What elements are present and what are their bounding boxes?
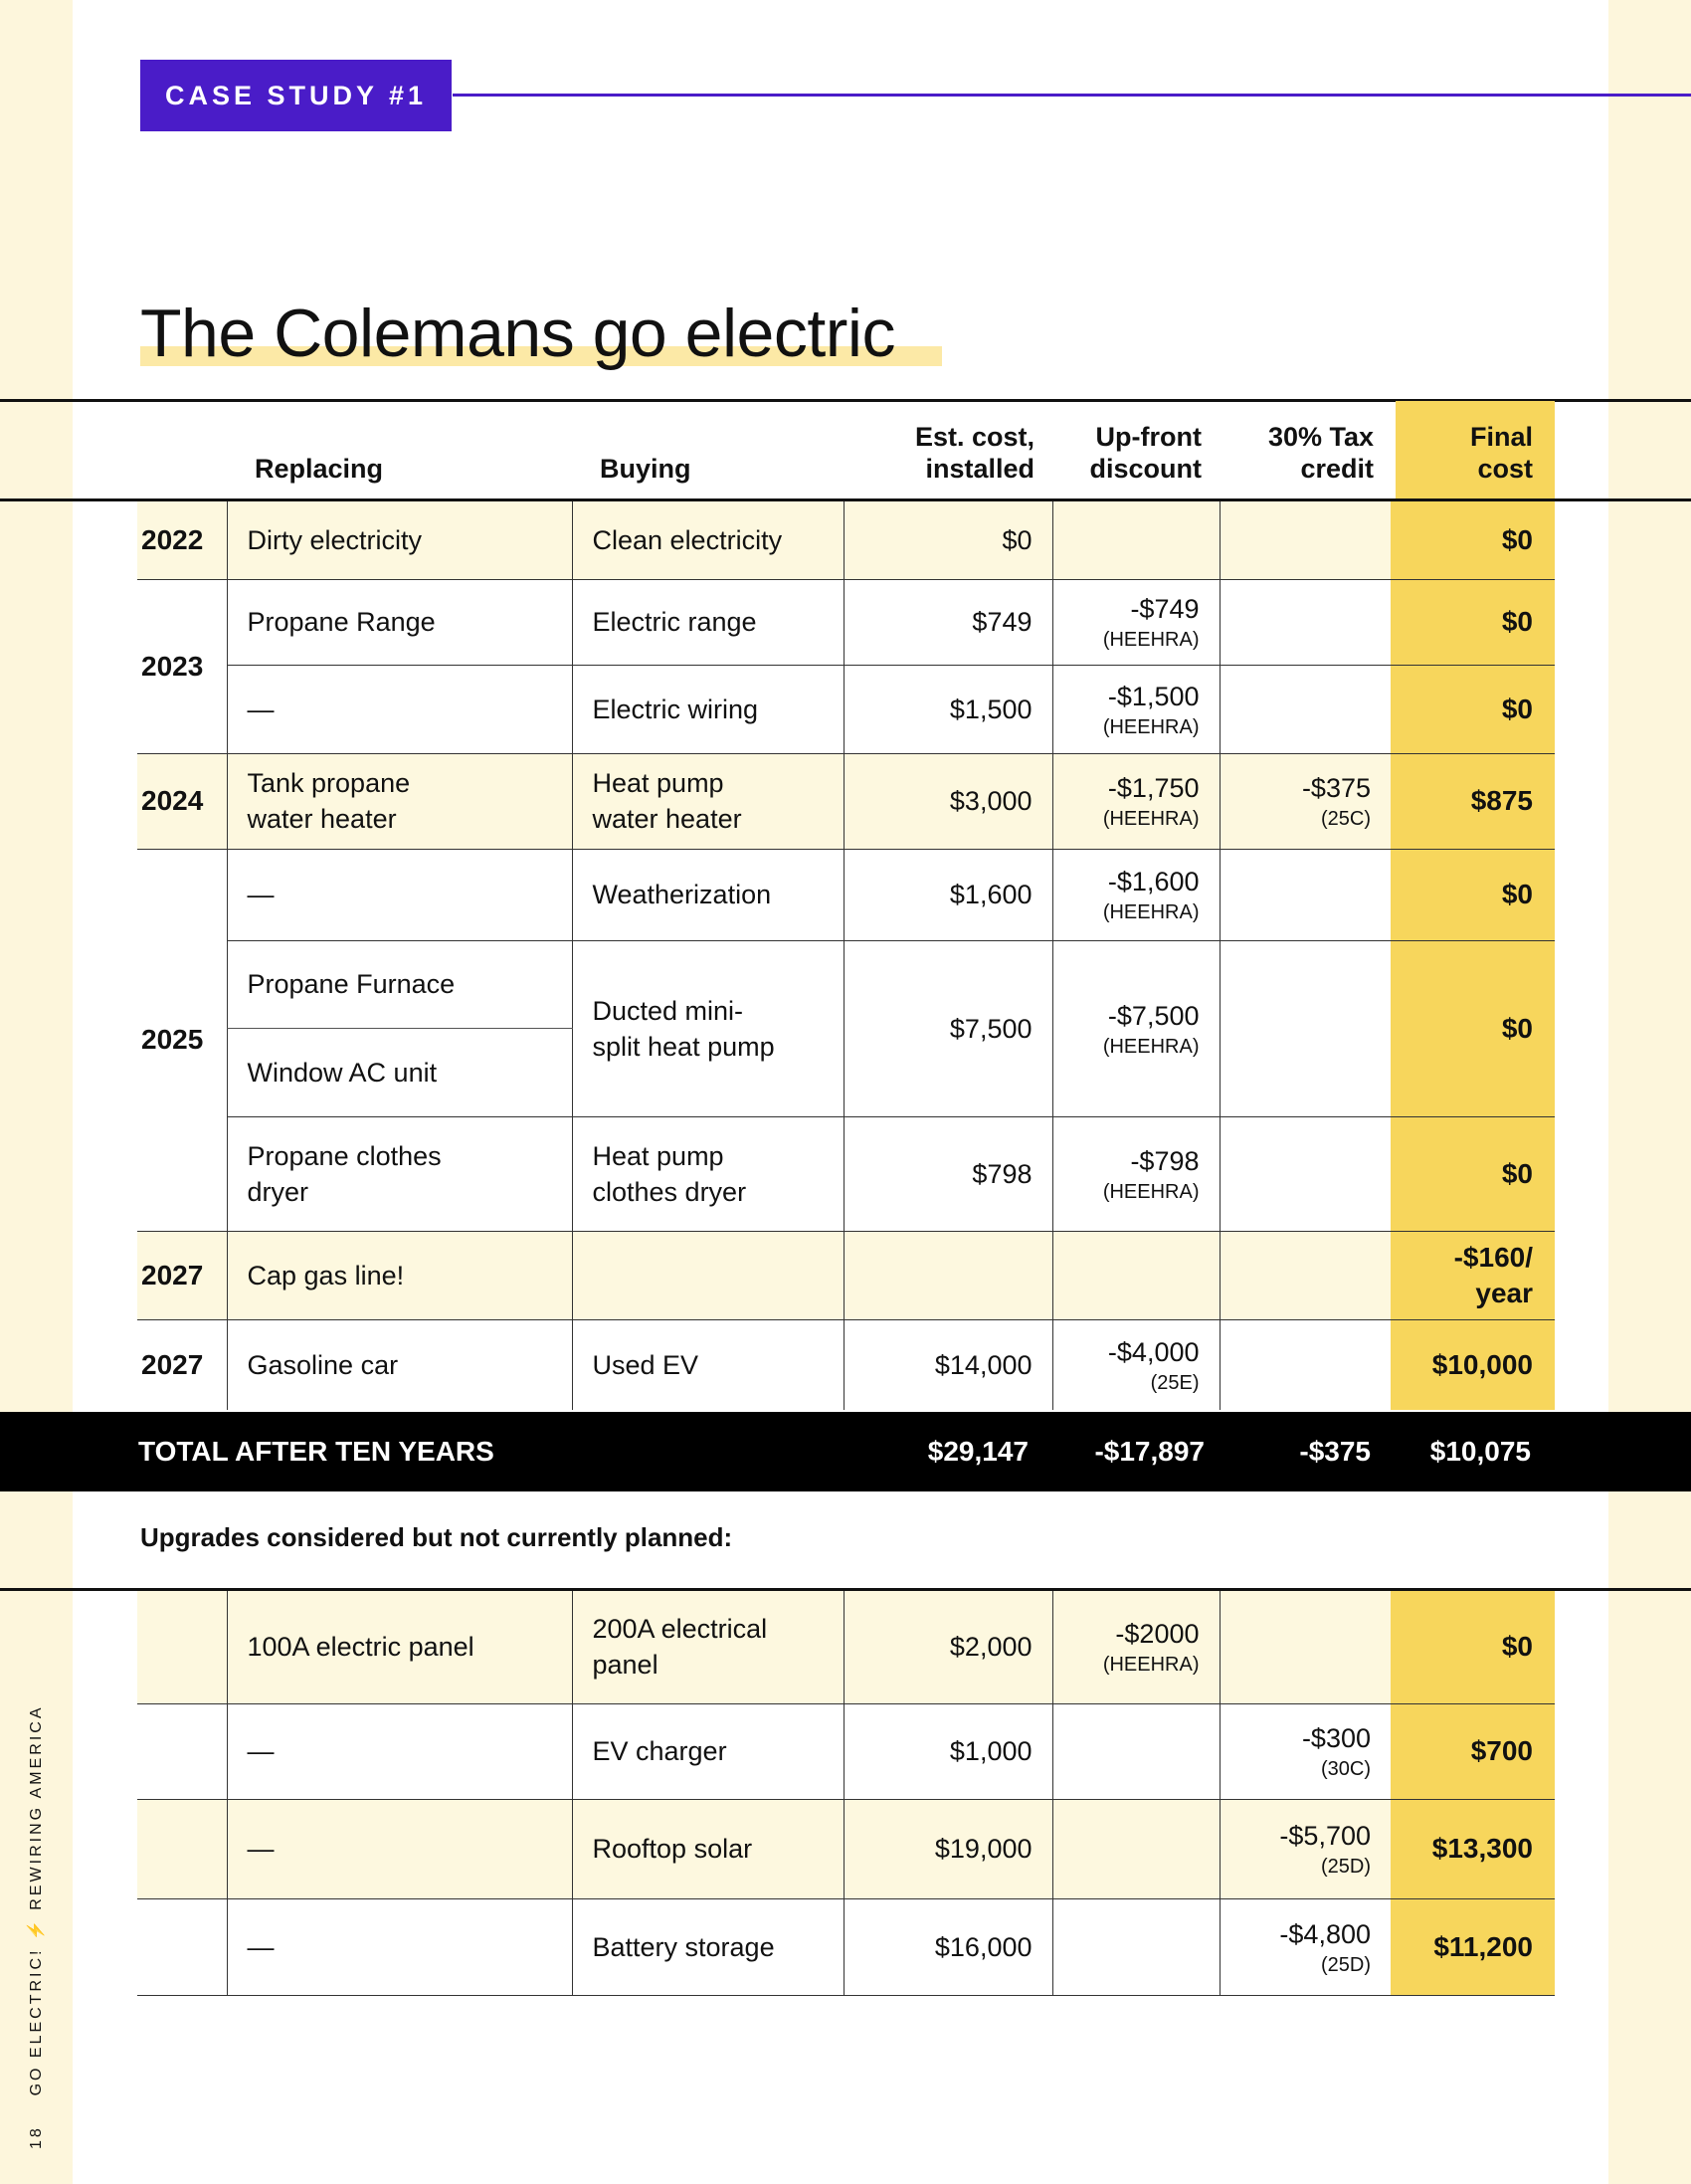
title-block <box>140 289 895 378</box>
right-margin-band <box>1608 0 1691 2184</box>
tag-rule <box>453 94 1691 97</box>
table-row-2027a <box>137 1231 1555 1319</box>
year-cell: 2023 <box>137 579 227 753</box>
total-bar <box>0 1412 1691 1491</box>
cost-cell: $16,000 <box>844 1898 1052 1995</box>
upgrades-heading: Upgrades considered but not currently planned: <box>140 1522 733 1552</box>
table-row-upgrade-2 <box>137 1703 1555 1799</box>
table-row-2022 <box>137 501 1555 579</box>
total-label: TOTAL AFTER TEN YEARS <box>138 1436 494 1467</box>
table-row-upgrade-4 <box>137 1898 1555 1995</box>
cost-cell: $1,500 <box>844 665 1052 753</box>
tax-cell <box>1220 665 1391 753</box>
discount-cell: -$798 (HEEHRA) <box>1052 1116 1220 1231</box>
final-cell: $10,000 <box>1391 1319 1555 1410</box>
tax-cell: -$4,800 (25D) <box>1220 1898 1391 1995</box>
main-table <box>137 501 1555 1410</box>
cost-cell: $0 <box>844 501 1052 579</box>
replacing-cell: — <box>227 849 572 940</box>
discount-cell: -$1,600 (HEEHRA) <box>1052 849 1220 940</box>
table-row-2024 <box>137 753 1555 849</box>
cost-cell: $2,000 <box>844 1591 1052 1703</box>
discount-cell <box>1052 1799 1220 1898</box>
total-discount: -$17,897 <box>1094 1436 1205 1467</box>
final-cell: $700 <box>1391 1703 1555 1799</box>
page-number: 18 <box>28 2125 45 2149</box>
final-cell: $11,200 <box>1391 1898 1555 1995</box>
final-cell: $0 <box>1391 579 1555 665</box>
discount-cell: -$749 (HEEHRA) <box>1052 579 1220 665</box>
discount-cell <box>1052 1898 1220 1995</box>
year-cell: 2027 <box>137 1231 227 1319</box>
final-cell: $0 <box>1391 849 1555 940</box>
tax-cell <box>1220 501 1391 579</box>
replacing-cell: Tank propane water heater <box>227 753 572 849</box>
cost-cell: $798 <box>844 1116 1052 1231</box>
table-row-upgrade-1 <box>137 1591 1555 1703</box>
year-cell: 2027 <box>141 1348 204 1380</box>
table-row-2025b <box>137 940 1555 1028</box>
table-row-2025a <box>137 849 1555 940</box>
buying-cell: Heat pump clothes dryer <box>572 1116 844 1231</box>
footer-text: GO ELECTRIC! ⚡ REWIRING AMERICA <box>28 1704 45 2096</box>
replacing-cell: Propane Range <box>227 579 572 665</box>
cost-cell: $7,500 <box>844 940 1052 1116</box>
page-title: The Colemans go electric <box>140 296 896 371</box>
replacing-cell: Window AC unit <box>227 1028 572 1116</box>
cost-cell: $14,000 <box>844 1319 1052 1410</box>
replacing-cell: — <box>227 1703 572 1799</box>
tax-cell <box>1220 1231 1391 1319</box>
table-row-2025c <box>137 1116 1555 1231</box>
tax-cell: -$375 (25C) <box>1220 753 1391 849</box>
header-final-cost: Final cost <box>1469 422 1533 484</box>
tax-cell <box>1220 849 1391 940</box>
buying-cell: Heat pump water heater <box>572 753 844 849</box>
case-study-tag: CASE STUDY #1 <box>140 60 452 131</box>
discount-cell: -$1,500 (HEEHRA) <box>1052 665 1220 753</box>
tax-cell <box>1220 940 1391 1116</box>
tax-cell: -$300 (30C) <box>1220 1703 1391 1799</box>
tax-cell <box>1220 1116 1391 1231</box>
buying-cell: Used EV <box>572 1319 844 1410</box>
table-row-upgrade-3 <box>137 1799 1555 1898</box>
buying-cell <box>572 1231 844 1319</box>
year-cell: 2024 <box>137 753 227 849</box>
discount-cell <box>1052 1231 1220 1319</box>
buying-cell: Rooftop solar <box>572 1799 844 1898</box>
replacing-cell: — <box>227 665 572 753</box>
replacing-cell: — <box>227 1799 572 1898</box>
header-buying: Buying <box>600 454 691 484</box>
cost-cell: $1,600 <box>844 849 1052 940</box>
tax-cell <box>1220 1591 1391 1703</box>
header-discount: Up-front discount <box>1089 422 1202 484</box>
header-replacing: Replacing <box>255 454 384 484</box>
replacing-cell: Propane Furnace <box>227 940 572 1028</box>
discount-cell: -$1,750 (HEEHRA) <box>1052 753 1220 849</box>
replacing-cell: Propane clothes dryer <box>227 1116 572 1231</box>
final-cell: $0 <box>1391 940 1555 1116</box>
final-cell: $0 <box>1391 665 1555 753</box>
buying-cell: Battery storage <box>572 1898 844 1995</box>
buying-cell: Clean electricity <box>572 501 844 579</box>
cost-cell <box>844 1231 1052 1319</box>
page-footer <box>26 1704 46 2149</box>
header-est-cost: Est. cost, installed <box>914 422 1034 484</box>
final-cell: -$160/ year <box>1391 1231 1555 1319</box>
year-cell: 2022 <box>137 501 227 579</box>
discount-cell: -$2000 (HEEHRA) <box>1052 1591 1220 1703</box>
main-table-section <box>137 501 1555 1410</box>
final-cell: $13,300 <box>1391 1799 1555 1898</box>
replacing-cell: Cap gas line! <box>227 1231 572 1319</box>
year-cell <box>137 1591 227 1703</box>
cost-cell: $749 <box>844 579 1052 665</box>
replacing-cell: — <box>227 1898 572 1995</box>
cost-cell: $1,000 <box>844 1703 1052 1799</box>
discount-cell: -$7,500 (HEEHRA) <box>1052 940 1220 1116</box>
discount-cell <box>1052 1703 1220 1799</box>
buying-cell: 200A electrical panel <box>572 1591 844 1703</box>
replacing-cell: Gasoline car <box>227 1319 572 1410</box>
tax-cell <box>1220 1319 1391 1410</box>
year-cell <box>137 1898 227 1995</box>
table-row-2023a <box>137 579 1555 665</box>
tax-cell <box>1220 579 1391 665</box>
replacing-cell: Dirty electricity <box>227 501 572 579</box>
table-header <box>137 401 1555 500</box>
final-cell: $0 <box>1391 501 1555 579</box>
total-cost: $29,147 <box>927 1436 1029 1467</box>
final-cell: $875 <box>1391 753 1555 849</box>
upgrades-table <box>137 1591 1555 1996</box>
buying-cell: Weatherization <box>572 849 844 940</box>
upgrades-table-section <box>137 1591 1555 1996</box>
buying-cell: EV charger <box>572 1703 844 1799</box>
buying-cell: Ducted mini- split heat pump <box>572 940 844 1116</box>
total-final: $10,075 <box>1429 1436 1531 1467</box>
header-tax-credit: 30% Tax credit <box>1267 422 1374 484</box>
discount-cell <box>1052 501 1220 579</box>
buying-cell: Electric wiring <box>572 665 844 753</box>
year-cell <box>137 1799 227 1898</box>
year-cell <box>137 1703 227 1799</box>
total-tax: -$375 <box>1299 1436 1371 1467</box>
buying-cell: Electric range <box>572 579 844 665</box>
discount-cell: -$4,000 (25E) <box>1052 1319 1220 1410</box>
final-cell: $0 <box>1391 1591 1555 1703</box>
cost-cell: $19,000 <box>844 1799 1052 1898</box>
replacing-cell: 100A electric panel <box>227 1591 572 1703</box>
year-cell: 2025 <box>137 849 227 1231</box>
cost-cell: $3,000 <box>844 753 1052 849</box>
table-row-2027b <box>137 1319 1555 1410</box>
final-cell: $0 <box>1391 1116 1555 1231</box>
table-row-2023b <box>137 665 1555 753</box>
tax-cell: -$5,700 (25D) <box>1220 1799 1391 1898</box>
